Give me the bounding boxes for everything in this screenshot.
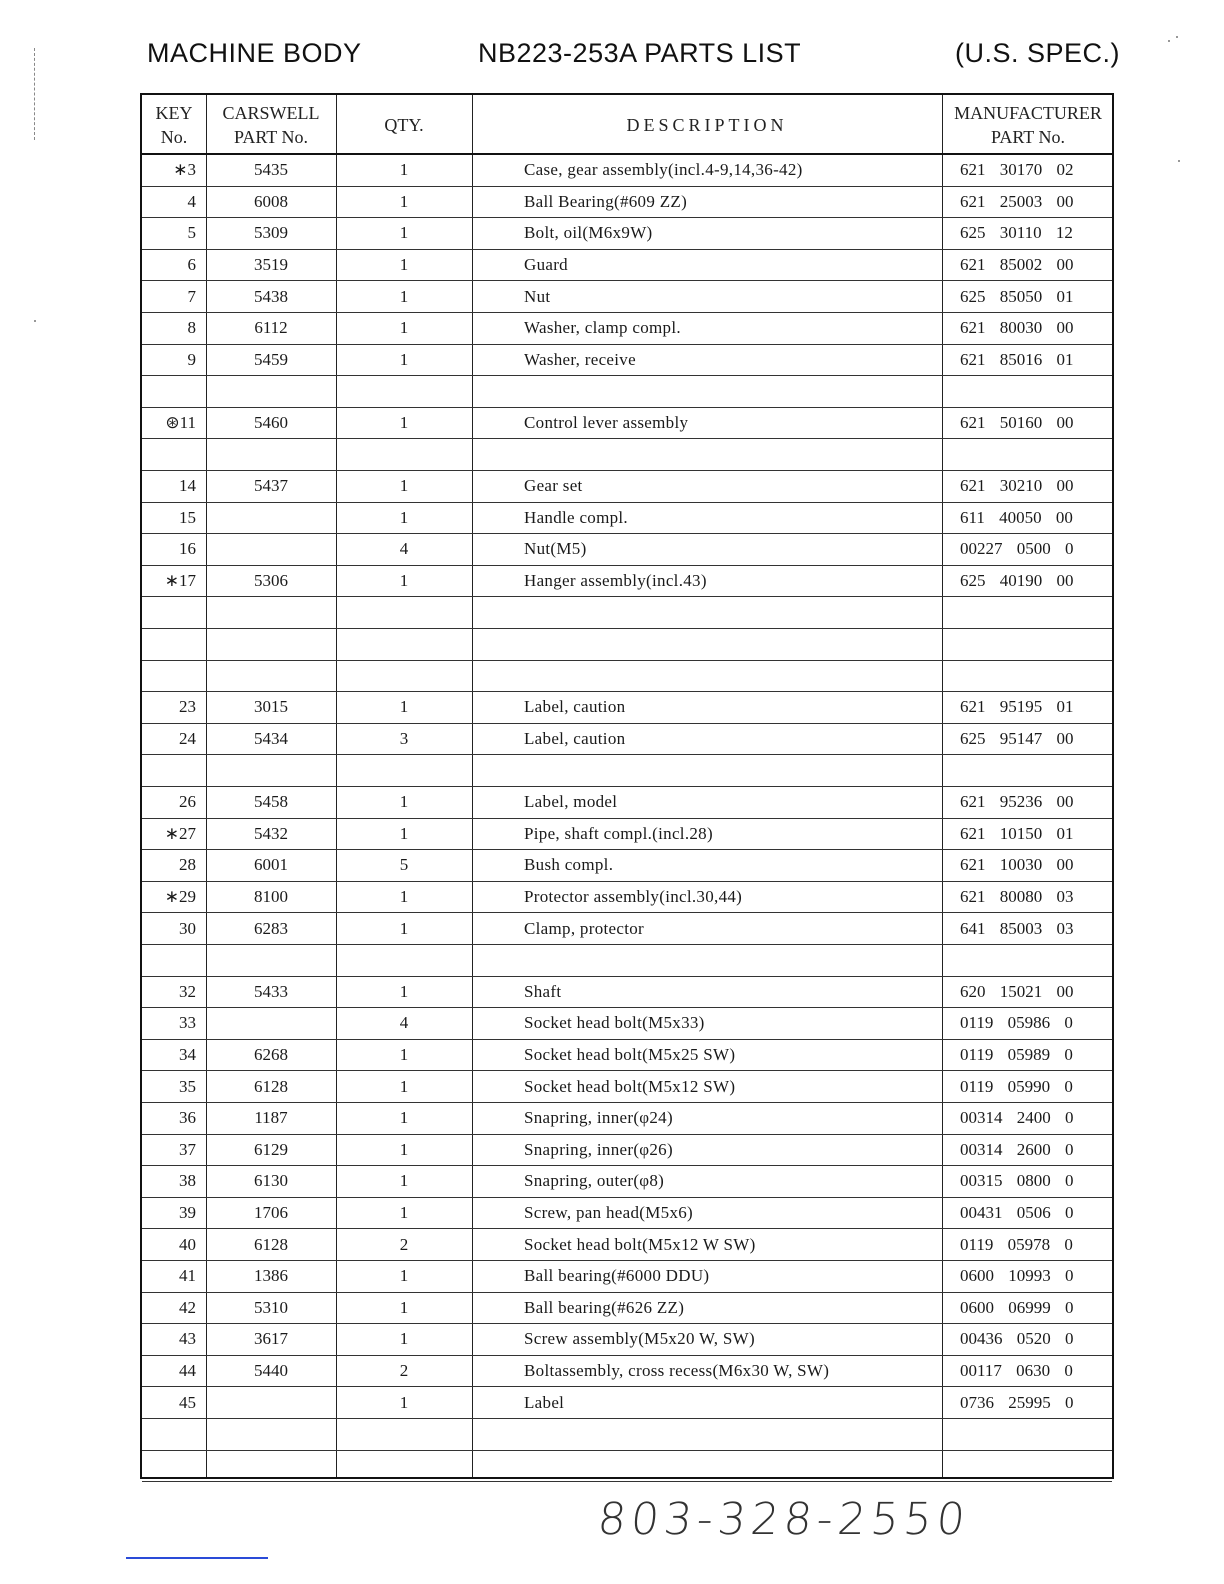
- cell-carswell-part: [206, 534, 336, 565]
- cell-key: 34: [179, 1045, 196, 1065]
- cell-manufacturer-part: 0119 05989 0: [960, 1045, 1073, 1065]
- table-row: [142, 439, 1112, 471]
- blue-underline: [126, 1557, 268, 1559]
- cell-qty: 1: [399, 1392, 409, 1412]
- table-row: [142, 187, 1112, 219]
- cell-manufacturer-part: 621 50160 00: [960, 413, 1074, 433]
- cell-manufacturer-part: [960, 1419, 1110, 1450]
- cell-carswell-part: 6128: [254, 1234, 288, 1254]
- cell-qty: [336, 661, 472, 692]
- cell-manufacturer-part: 00227 0500 0: [960, 539, 1074, 559]
- cell-key: [142, 439, 206, 470]
- cell-key: 44: [179, 1361, 196, 1381]
- cell-carswell-part: [206, 597, 336, 628]
- cell-qty: 1: [399, 255, 409, 275]
- cell-carswell-part: 1386: [254, 1266, 288, 1286]
- table-row: [142, 1387, 1112, 1419]
- cell-carswell-part: [206, 503, 336, 534]
- cell-qty: 4: [399, 539, 409, 559]
- cell-key: 32: [179, 981, 196, 1001]
- cell-description: Ball Bearing(#609 ZZ): [524, 191, 688, 211]
- cell-carswell-part: 3015: [254, 697, 288, 717]
- table-row: [142, 882, 1112, 914]
- cell-qty: 1: [399, 918, 409, 938]
- table-row: [142, 1135, 1112, 1167]
- cell-carswell-part: 6001: [254, 855, 288, 875]
- cell-key: 30: [179, 918, 196, 938]
- cell-qty: 1: [399, 1139, 409, 1159]
- cell-carswell-part: 6130: [254, 1171, 288, 1191]
- cell-manufacturer-part: 621 30210 00: [960, 476, 1074, 496]
- scan-speck: [1176, 36, 1178, 38]
- cell-qty: 1: [399, 318, 409, 338]
- cell-carswell-part: 6268: [254, 1045, 288, 1065]
- cell-carswell-part: 5432: [254, 823, 288, 843]
- cell-description: Control lever assembly: [524, 413, 689, 433]
- cell-key: 5: [187, 223, 196, 243]
- cell-qty: 1: [399, 823, 409, 843]
- cell-key: [142, 597, 206, 628]
- cell-qty: 1: [399, 792, 409, 812]
- table-row: [142, 281, 1112, 313]
- cell-carswell-part: 1706: [254, 1203, 288, 1223]
- cell-manufacturer-part: 0119 05990 0: [960, 1076, 1073, 1096]
- handwritten-phone-number: 803-328-2550: [595, 1494, 973, 1545]
- cell-description: [524, 1451, 944, 1482]
- cell-key: 33: [179, 1013, 196, 1033]
- cell-qty: 1: [399, 413, 409, 433]
- table-row: [142, 155, 1112, 187]
- cell-manufacturer-part: [960, 629, 1110, 660]
- cell-manufacturer-part: 0119 05978 0: [960, 1234, 1073, 1254]
- column-header-key: KEY No.: [155, 103, 193, 147]
- table-row: [142, 629, 1112, 661]
- cell-key: [142, 376, 206, 407]
- table-row: [142, 1008, 1112, 1040]
- cell-key: 35: [179, 1076, 196, 1096]
- cell-carswell-part: [206, 755, 336, 786]
- cell-description: Socket head bolt(M5x12 SW): [524, 1076, 736, 1096]
- cell-qty: 1: [399, 1108, 409, 1128]
- cell-description: Label, caution: [524, 697, 626, 717]
- cell-manufacturer-part: 0600 06999 0: [960, 1297, 1074, 1317]
- cell-qty: 1: [399, 160, 409, 180]
- table-row: [142, 534, 1112, 566]
- cell-carswell-part: 5310: [254, 1297, 288, 1317]
- table-row: [142, 755, 1112, 787]
- cell-description: Screw assembly(M5x20 W, SW): [524, 1329, 755, 1349]
- cell-description: Clamp, protector: [524, 918, 644, 938]
- section-title: MACHINE BODY: [147, 38, 362, 68]
- cell-key: 4: [187, 191, 196, 211]
- cell-key: 45: [179, 1392, 196, 1412]
- cell-key: 42: [179, 1297, 196, 1317]
- cell-carswell-part: [206, 1008, 336, 1039]
- cell-qty: 1: [399, 1266, 409, 1286]
- cell-manufacturer-part: 621 95195 01: [960, 697, 1074, 717]
- cell-qty: 4: [399, 1013, 409, 1033]
- page-title: NB223-253A PARTS LIST: [478, 38, 802, 68]
- cell-manufacturer-part: 00315 0800 0: [960, 1171, 1074, 1191]
- cell-carswell-part: 5460: [254, 413, 288, 433]
- cell-manufacturer-part: 0736 25995 0: [960, 1392, 1074, 1412]
- cell-qty: 1: [399, 1045, 409, 1065]
- cell-qty: [336, 439, 472, 470]
- cell-manufacturer-part: 625 95147 00: [960, 729, 1074, 749]
- cell-manufacturer-part: 621 10150 01: [960, 823, 1074, 843]
- cell-key: ∗17: [164, 571, 196, 591]
- cell-key: [142, 661, 206, 692]
- cell-key: 23: [179, 697, 196, 717]
- table-row: [142, 1261, 1112, 1293]
- cell-key: ∗27: [164, 823, 196, 843]
- cell-carswell-part: 6283: [254, 918, 288, 938]
- spec-label: (U.S. SPEC.): [955, 38, 1121, 68]
- table-body: [142, 155, 1112, 1477]
- cell-description: Socket head bolt(M5x25 SW): [524, 1045, 736, 1065]
- table-row: [142, 345, 1112, 377]
- cell-description: Socket head bolt(M5x33): [524, 1013, 705, 1033]
- cell-description: [524, 629, 944, 660]
- cell-key: 38: [179, 1171, 196, 1191]
- cell-key: 36: [179, 1108, 196, 1128]
- cell-description: Pipe, shaft compl.(incl.28): [524, 823, 713, 843]
- table-row: [142, 850, 1112, 882]
- cell-description: [524, 945, 944, 976]
- cell-carswell-part: 6008: [254, 191, 288, 211]
- cell-qty: [336, 945, 472, 976]
- cell-description: Guard: [524, 255, 568, 275]
- cell-description: Label, model: [524, 792, 618, 812]
- cell-description: [524, 661, 944, 692]
- cell-manufacturer-part: 621 80080 03: [960, 887, 1074, 907]
- cell-key: [142, 629, 206, 660]
- cell-carswell-part: 5458: [254, 792, 288, 812]
- cell-key: 28: [179, 855, 196, 875]
- table-row: [142, 1103, 1112, 1135]
- cell-manufacturer-part: [960, 376, 1110, 407]
- cell-carswell-part: 5440: [254, 1361, 288, 1381]
- table-row: [142, 1451, 1112, 1483]
- cell-description: Label, caution: [524, 729, 626, 749]
- cell-description: Shaft: [524, 981, 562, 1001]
- table-row: [142, 408, 1112, 440]
- cell-description: [524, 1419, 944, 1450]
- cell-description: Boltassembly, cross recess(M6x30 W, SW): [524, 1361, 830, 1381]
- cell-carswell-part: 1187: [254, 1108, 288, 1128]
- cell-key: 40: [179, 1234, 196, 1254]
- cell-carswell-part: 5459: [254, 349, 288, 369]
- cell-description: Hanger assembly(incl.43): [524, 571, 707, 591]
- cell-description: [524, 376, 944, 407]
- cell-key: 41: [179, 1266, 196, 1286]
- column-header-manufacturer: MANUFACTURER PART No.: [954, 103, 1102, 147]
- cell-carswell-part: 3617: [254, 1329, 288, 1349]
- cell-carswell-part: 5306: [254, 571, 288, 591]
- cell-carswell-part: 6112: [254, 318, 288, 338]
- cell-key: ∗29: [164, 887, 196, 907]
- cell-key: 26: [179, 792, 196, 812]
- cell-key: 43: [179, 1329, 196, 1349]
- cell-carswell-part: [206, 376, 336, 407]
- table-row: [142, 724, 1112, 756]
- table-row: [142, 1293, 1112, 1325]
- cell-qty: [336, 376, 472, 407]
- table-row: [142, 1166, 1112, 1198]
- cell-qty: 1: [399, 697, 409, 717]
- cell-key: 24: [179, 729, 196, 749]
- cell-key: 16: [179, 539, 196, 559]
- scan-speck: [1178, 160, 1180, 162]
- table-header: [142, 95, 1112, 155]
- cell-key: 7: [187, 286, 196, 306]
- table-row: [142, 250, 1112, 282]
- cell-qty: 1: [399, 1171, 409, 1191]
- table-row: [142, 1356, 1112, 1388]
- cell-qty: 1: [399, 507, 409, 527]
- cell-carswell-part: [206, 945, 336, 976]
- cell-carswell-part: [206, 439, 336, 470]
- cell-manufacturer-part: [960, 755, 1110, 786]
- cell-qty: [336, 629, 472, 660]
- cell-carswell-part: 6128: [254, 1076, 288, 1096]
- cell-manufacturer-part: 0119 05986 0: [960, 1013, 1073, 1033]
- cell-carswell-part: [206, 661, 336, 692]
- cell-description: Case, gear assembly(incl.4-9,14,36-42): [524, 160, 803, 180]
- cell-carswell-part: [206, 1387, 336, 1418]
- cell-carswell-part: 5434: [254, 729, 288, 749]
- cell-manufacturer-part: 00431 0506 0: [960, 1203, 1074, 1223]
- table-row: [142, 1229, 1112, 1261]
- cell-key: 14: [179, 476, 196, 496]
- cell-qty: 1: [399, 1297, 409, 1317]
- cell-manufacturer-part: 621 80030 00: [960, 318, 1074, 338]
- cell-key: 8: [187, 318, 196, 338]
- cell-description: [524, 597, 944, 628]
- cell-qty: 1: [399, 223, 409, 243]
- cell-key: ∗3: [173, 160, 196, 180]
- cell-key: [142, 1419, 206, 1450]
- cell-carswell-part: 8100: [254, 887, 288, 907]
- cell-manufacturer-part: 641 85003 03: [960, 918, 1074, 938]
- cell-manufacturer-part: 0600 10993 0: [960, 1266, 1074, 1286]
- cell-qty: [336, 1451, 472, 1482]
- cell-description: Handle compl.: [524, 507, 628, 527]
- cell-key: 37: [179, 1139, 196, 1159]
- table-row: [142, 313, 1112, 345]
- cell-description: Washer, receive: [524, 349, 636, 369]
- parts-table: [140, 93, 1114, 1479]
- cell-description: Label: [524, 1392, 565, 1412]
- cell-key: 6: [187, 255, 196, 275]
- cell-manufacturer-part: [960, 945, 1110, 976]
- cell-manufacturer-part: 621 10030 00: [960, 855, 1074, 875]
- cell-manufacturer-part: 621 25003 00: [960, 191, 1074, 211]
- table-row: [142, 1071, 1112, 1103]
- cell-description: Snapring, outer(φ8): [524, 1171, 665, 1191]
- cell-qty: 1: [399, 887, 409, 907]
- cell-description: Snapring, inner(φ24): [524, 1108, 673, 1128]
- cell-key: [142, 945, 206, 976]
- column-header-qty: QTY.: [384, 115, 424, 135]
- table-row: [142, 218, 1112, 250]
- cell-manufacturer-part: 621 95236 00: [960, 792, 1074, 812]
- cell-qty: 1: [399, 476, 409, 496]
- table-row: [142, 597, 1112, 629]
- cell-carswell-part: 5437: [254, 476, 288, 496]
- table-row: [142, 471, 1112, 503]
- cell-description: Snapring, inner(φ26): [524, 1139, 673, 1159]
- cell-carswell-part: 5433: [254, 981, 288, 1001]
- cell-qty: 1: [399, 1329, 409, 1349]
- cell-carswell-part: 5435: [254, 160, 288, 180]
- cell-description: [524, 439, 944, 470]
- cell-description: Washer, clamp compl.: [524, 318, 681, 338]
- table-row: [142, 566, 1112, 598]
- column-header-carswell: CARSWELL PART No.: [222, 103, 320, 147]
- cell-manufacturer-part: 00117 0630 0: [960, 1361, 1073, 1381]
- table-row: [142, 1040, 1112, 1072]
- cell-key: 15: [179, 507, 196, 527]
- column-header-description: DESCRIPTION: [626, 115, 788, 135]
- cell-manufacturer-part: 00314 2600 0: [960, 1139, 1074, 1159]
- cell-description: Ball bearing(#626 ZZ): [524, 1297, 685, 1317]
- cell-manufacturer-part: [960, 597, 1110, 628]
- cell-description: Protector assembly(incl.30,44): [524, 887, 743, 907]
- cell-manufacturer-part: [960, 1451, 1110, 1482]
- cell-carswell-part: 5309: [254, 223, 288, 243]
- cell-description: Nut: [524, 286, 551, 306]
- cell-qty: [336, 1419, 472, 1450]
- table-row: [142, 945, 1112, 977]
- cell-qty: 1: [399, 1203, 409, 1223]
- cell-carswell-part: [206, 1451, 336, 1482]
- cell-manufacturer-part: 621 85002 00: [960, 255, 1074, 275]
- cell-qty: 1: [399, 191, 409, 211]
- cell-description: Screw, pan head(M5x6): [524, 1203, 694, 1223]
- cell-qty: 2: [399, 1234, 409, 1254]
- cell-manufacturer-part: [960, 439, 1110, 470]
- scan-edge-mark: [34, 48, 35, 140]
- cell-key: [142, 1451, 206, 1482]
- table-row: [142, 977, 1112, 1009]
- scan-speck: [1168, 40, 1170, 42]
- table-row: [142, 1198, 1112, 1230]
- cell-description: Bolt, oil(M6x9W): [524, 223, 653, 243]
- table-row: [142, 787, 1112, 819]
- cell-manufacturer-part: [960, 661, 1110, 692]
- scan-speck: [34, 320, 36, 322]
- cell-qty: 2: [399, 1361, 409, 1381]
- cell-qty: [336, 597, 472, 628]
- cell-qty: 1: [399, 286, 409, 306]
- cell-description: [524, 755, 944, 786]
- cell-description: Bush compl.: [524, 855, 614, 875]
- cell-description: Ball bearing(#6000 DDU): [524, 1266, 710, 1286]
- cell-carswell-part: 5438: [254, 286, 288, 306]
- cell-manufacturer-part: 625 40190 00: [960, 571, 1074, 591]
- cell-description: Socket head bolt(M5x12 W SW): [524, 1234, 756, 1254]
- cell-qty: 1: [399, 1076, 409, 1096]
- cell-description: Nut(M5): [524, 539, 587, 559]
- cell-manufacturer-part: 621 30170 02: [960, 160, 1074, 180]
- table-row: [142, 692, 1112, 724]
- cell-qty: 1: [399, 571, 409, 591]
- cell-qty: 3: [399, 729, 409, 749]
- table-row: [142, 1419, 1112, 1451]
- cell-key: ⊛11: [165, 413, 196, 433]
- table-row: [142, 1324, 1112, 1356]
- cell-qty: 1: [399, 981, 409, 1001]
- cell-description: Gear set: [524, 476, 583, 496]
- table-row: [142, 376, 1112, 408]
- cell-carswell-part: [206, 1419, 336, 1450]
- cell-qty: 1: [399, 349, 409, 369]
- cell-manufacturer-part: 00314 2400 0: [960, 1108, 1074, 1128]
- cell-key: 39: [179, 1203, 196, 1223]
- cell-manufacturer-part: 621 85016 01: [960, 349, 1074, 369]
- cell-key: 9: [187, 349, 196, 369]
- table-row: [142, 661, 1112, 693]
- table-row: [142, 819, 1112, 851]
- table-row: [142, 913, 1112, 945]
- cell-manufacturer-part: 625 85050 01: [960, 286, 1074, 306]
- cell-carswell-part: [206, 629, 336, 660]
- cell-carswell-part: 3519: [254, 255, 288, 275]
- table-row: [142, 503, 1112, 535]
- cell-manufacturer-part: 00436 0520 0: [960, 1329, 1074, 1349]
- cell-manufacturer-part: 611 40050 00: [960, 507, 1073, 527]
- cell-qty: [336, 755, 472, 786]
- cell-manufacturer-part: 620 15021 00: [960, 981, 1074, 1001]
- cell-key: [142, 755, 206, 786]
- cell-qty: 5: [399, 855, 409, 875]
- cell-carswell-part: 6129: [254, 1139, 288, 1159]
- cell-manufacturer-part: 625 30110 12: [960, 223, 1073, 243]
